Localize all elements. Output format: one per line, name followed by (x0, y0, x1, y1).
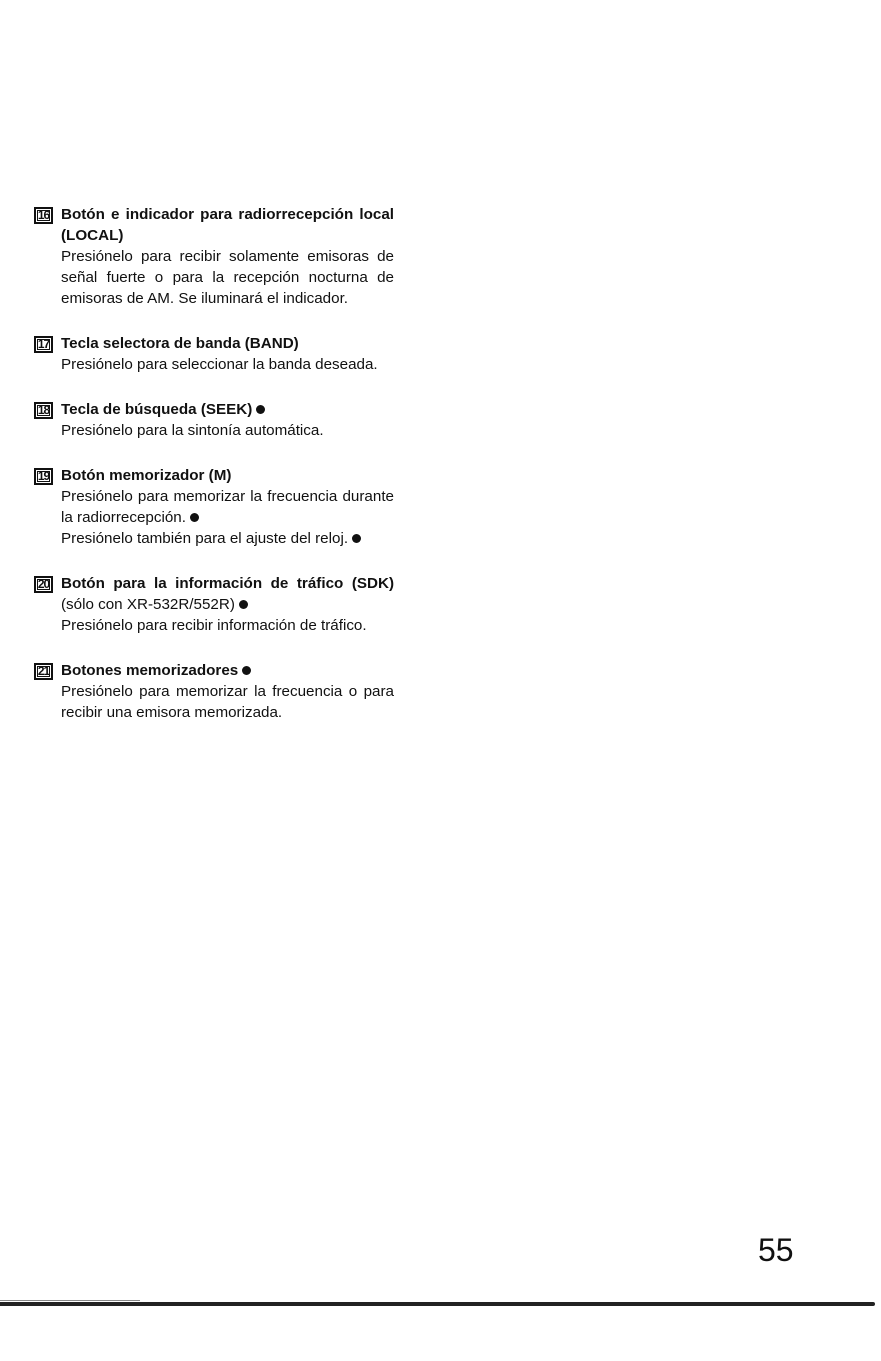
item-title: Botón memorizador (M) (61, 467, 232, 484)
item-number-box: 20 (34, 576, 53, 593)
item-number-box: 18 (34, 402, 53, 419)
item-text-secondary: Presiónelo también para el ajuste del reloj. (61, 528, 394, 549)
item-title: Botón para la información de tráfico (SDK) (sólo con XR-532R/552R) (61, 575, 394, 613)
bullet-dot-icon (242, 666, 251, 675)
item-band-key (34, 333, 394, 375)
item-body (61, 465, 394, 549)
control-descriptions (34, 204, 394, 723)
bullet-dot-icon (256, 405, 265, 414)
bullet-dot-icon (352, 534, 361, 543)
item-text: Presiónelo para seleccionar la banda deseada. (61, 356, 378, 373)
item-body (61, 399, 394, 441)
item-text: Presiónelo para recibir solamente emisoras de señal fuerte o para la recepción nocturna de emisoras de AM. Se iluminará el indicador. (61, 248, 394, 307)
item-title: Tecla selectora de banda (BAND) (61, 335, 299, 352)
item-preset-buttons (34, 660, 394, 723)
bullet-dot-icon (190, 513, 199, 522)
item-number-box: 19 (34, 468, 53, 485)
item-title: Botones memorizadores (61, 660, 394, 681)
bullet-dot-icon (239, 600, 248, 609)
item-title-note: (sólo con XR-532R/552R) (61, 596, 235, 613)
item-traffic-info-button (34, 573, 394, 636)
item-text: Presiónelo para memorizar la frecuencia durante la radiorrecepción. (61, 488, 394, 526)
item-body (61, 333, 394, 375)
item-number-box: 21 (34, 663, 53, 680)
item-number-box: 17 (34, 336, 53, 353)
item-text: Presiónelo para la sintonía automática. (61, 422, 324, 439)
item-local-button (34, 204, 394, 309)
item-text: Presiónelo para memorizar la frecuencia o para recibir una emisora memorizada. (61, 683, 394, 721)
item-body (61, 204, 394, 309)
item-number-box: 16 (34, 207, 53, 224)
item-body (61, 660, 394, 723)
item-body (61, 573, 394, 636)
item-text: Presiónelo para recibir información de tráfico. (61, 617, 367, 634)
item-title: Tecla de búsqueda (SEEK) (61, 399, 394, 420)
item-seek-key (34, 399, 394, 441)
item-memory-button (34, 465, 394, 549)
item-title: Botón e indicador para radiorrecepción local (LOCAL) (61, 206, 394, 244)
page-number: 55 (758, 1232, 794, 1268)
bottom-rule (0, 1302, 875, 1306)
